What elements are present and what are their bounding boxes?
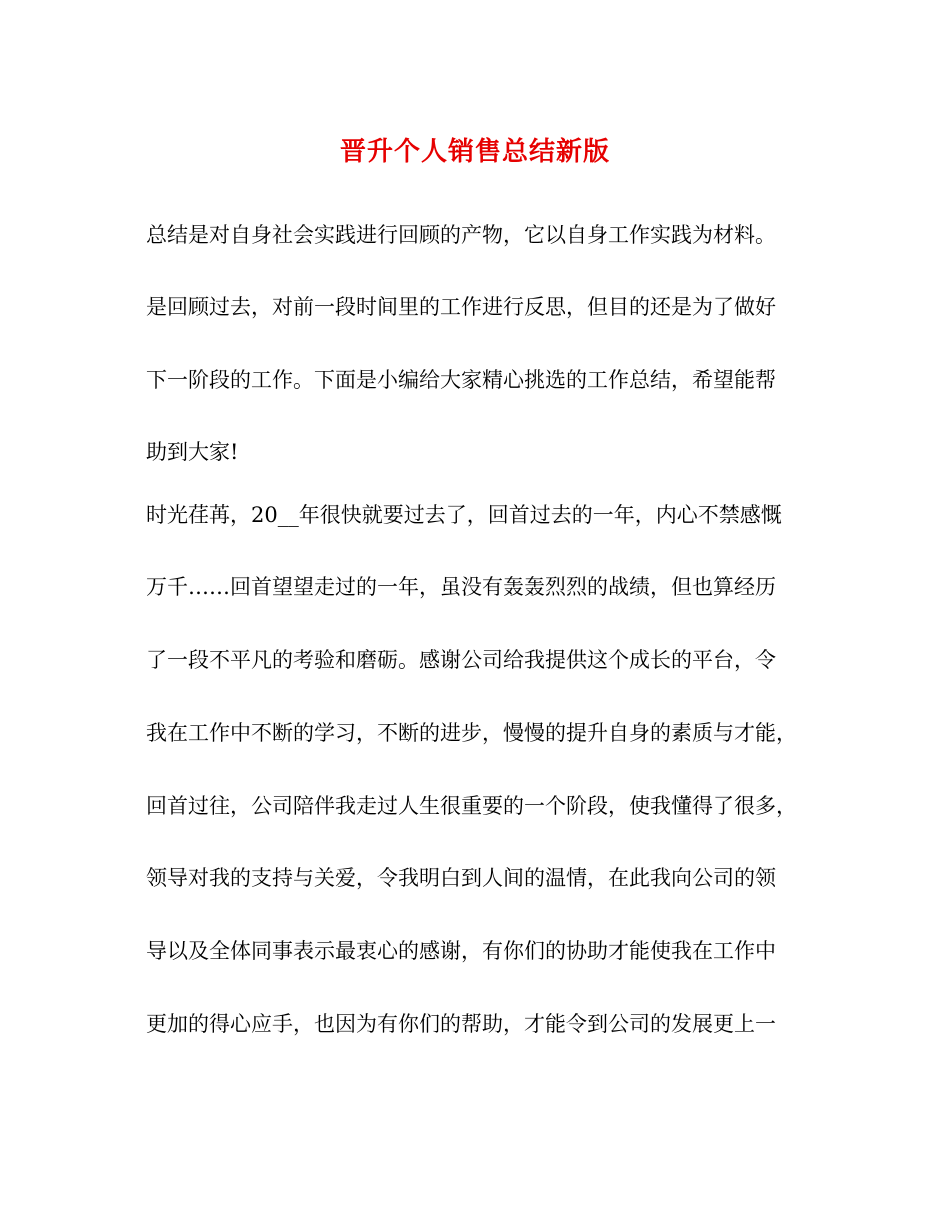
intro-line-2: 是回顾过去，对前一段时间里的工作进行反思，但目的还是为了做好 <box>146 295 776 319</box>
intro-line-4: 助到大家! <box>146 440 239 464</box>
body-line-2: 万千……回首望望走过的一年，虽没有轰轰烈烈的战绩，但也算经历 <box>146 575 776 599</box>
document-title: 晋升个人销售总结新版 <box>339 137 610 167</box>
body-line-7: 导以及全体同事表示最衷心的感谢，有你们的协助才能使我在工作中 <box>146 939 776 963</box>
body-line-1: 时光荏苒，20__年很快就要过去了，回首过去的一年，内心不禁感慨 <box>146 503 782 527</box>
intro-line-1: 总结是对自身社会实践进行回顾的产物，它以自身工作实践为材料。 <box>146 223 776 247</box>
body-line-3: 了一段不平凡的考验和磨砺。感谢公司给我提供这个成长的平台，令 <box>146 648 776 672</box>
body-line-5: 回首过往，公司陪伴我走过人生很重要的一个阶段，使我懂得了很多， <box>146 794 797 818</box>
body-line-8: 更加的得心应手，也因为有你们的帮助，才能令到公司的发展更上一 <box>146 1012 776 1036</box>
body-line-4: 我在工作中不断的学习，不断的进步，慢慢的提升自身的素质与才能， <box>146 721 797 745</box>
intro-line-3: 下一阶段的工作。下面是小编给大家精心挑选的工作总结，希望能帮 <box>146 368 776 392</box>
body-line-6: 领导对我的支持与关爱，令我明白到人间的温情，在此我向公司的领 <box>146 866 776 890</box>
